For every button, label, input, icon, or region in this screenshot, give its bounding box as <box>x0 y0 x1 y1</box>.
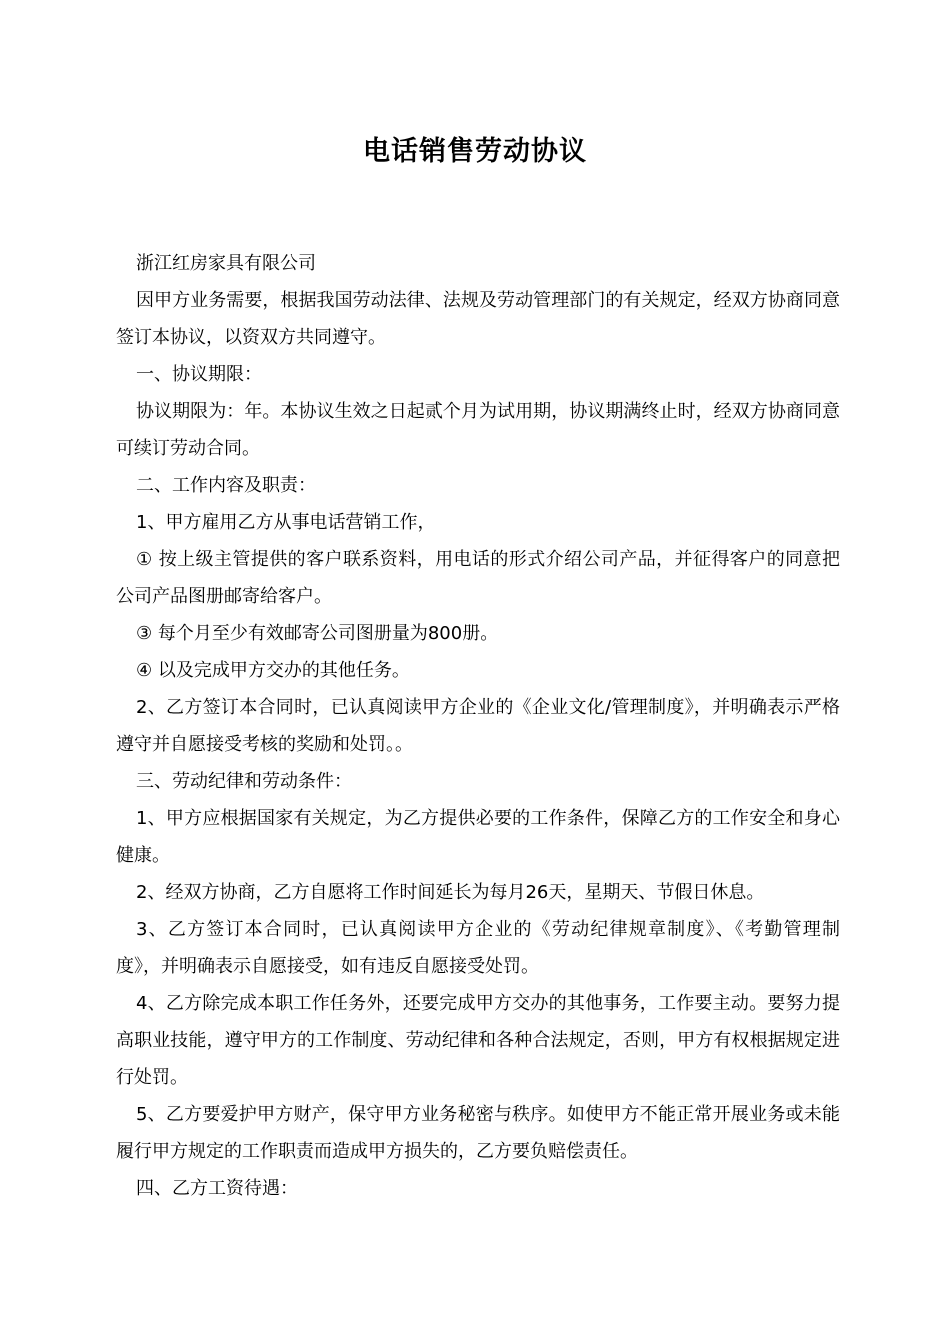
discipline-item-4: 4、乙方除完成本职工作任务外，还要完成甲方交办的其他事务，工作要主动。要努力提高职业技能，遵守甲方的工作制度、劳动纪律和各种合法规定，否则，甲方有权根据规定进行处罚。 <box>116 993 840 1088</box>
duties-item-1: 1、甲方雇用乙方从事电话营销工作， <box>136 512 436 533</box>
section-heading-discipline: 三、劳动纪律和劳动条件： <box>136 771 352 792</box>
duties-subitem-4: ④ 以及完成甲方交办的其他任务。 <box>136 660 410 681</box>
duties-item-2: 2、乙方签订本合同时，已认真阅读甲方企业的《企业文化/管理制度》，并明确表示严格遵守并自愿接受考核的奖励和处罚。。 <box>116 697 840 755</box>
section-heading-duties: 二、工作内容及职责： <box>136 475 316 496</box>
document-title: 电话销售劳动协议 <box>363 136 587 167</box>
duties-subitem-1: ① 按上级主管提供的客户联系资料，用电话的形式介绍公司产品，并征得客户的同意把公司产品图册邮寄给客户。 <box>116 549 840 607</box>
party-a-name: 浙江红房家具有限公司 <box>136 253 316 274</box>
duties-subitem-3: ③ 每个月至少有效邮寄公司图册量为800册。 <box>136 623 499 644</box>
preamble-paragraph: 因甲方业务需要，根据我国劳动法律、法规及劳动管理部门的有关规定，经双方协商同意签订本协议，以资双方共同遵守。 <box>116 290 840 348</box>
section-heading-salary: 四、乙方工资待遇： <box>136 1178 298 1199</box>
discipline-item-1: 1、甲方应根据国家有关规定，为乙方提供必要的工作条件，保障乙方的工作安全和身心健康。 <box>116 808 840 866</box>
discipline-item-2: 2、经双方协商，乙方自愿将工作时间延长为每月26天，星期天、节假日休息。 <box>136 882 765 903</box>
discipline-item-3: 3、乙方签订本合同时，已认真阅读甲方企业的《劳动纪律规章制度》、《考勤管理制度》，并明确表示自愿接受，如有违反自愿接受处罚。 <box>116 919 840 977</box>
document-body <box>116 245 840 1207</box>
section-heading-term: 一、协议期限： <box>136 364 262 385</box>
discipline-item-5: 5、乙方要爱护甲方财产，保守甲方业务秘密与秩序。如使甲方不能正常开展业务或未能履行甲方规定的工作职责而造成甲方损失的，乙方要负赔偿责任。 <box>116 1104 840 1162</box>
term-paragraph: 协议期限为：年。本协议生效之日起贰个月为试用期，协议期满终止时，经双方协商同意可续订劳动合同。 <box>116 401 840 459</box>
